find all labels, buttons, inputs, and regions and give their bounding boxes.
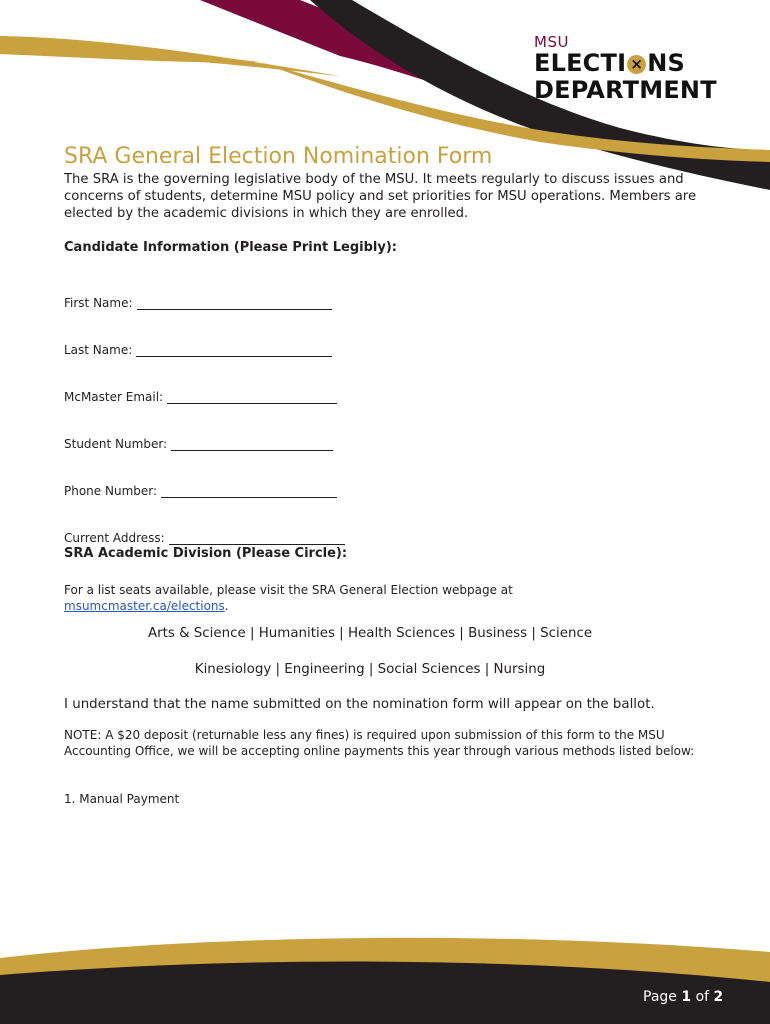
logo-elections-text xyxy=(534,50,717,77)
divisions-row-2: Kinesiology | Engineering | Social Sciences | Nursing xyxy=(194,662,546,677)
first-name-label: First Name: xyxy=(64,296,133,310)
deposit-note: NOTE: A $20 deposit (returnable less any fines) is required upon submission of this form to the MSU Accounting Office, we will be accepting online payments this year through various methods listed below: xyxy=(64,728,695,758)
last-name-field xyxy=(64,343,332,357)
candidate-info-heading: Candidate Information (Please Print Legibly): xyxy=(64,240,397,255)
ballot-x-icon: × xyxy=(627,55,646,74)
logo-elections-part-b: NS xyxy=(647,49,685,77)
email-line[interactable] xyxy=(167,391,337,404)
email-label: McMaster Email: xyxy=(64,390,164,404)
first-name-field xyxy=(64,296,332,310)
page-prefix: Page xyxy=(643,989,677,1005)
seats-info xyxy=(64,582,624,614)
ballot-acknowledgement: I understand that the name submitted on the nomination form will appear on the ballot. xyxy=(64,697,655,712)
page-number xyxy=(643,989,723,1005)
page-title: SRA General Election Nomination Form xyxy=(64,144,493,169)
last-name-label: Last Name: xyxy=(64,343,133,357)
page-current: 1 xyxy=(681,989,692,1005)
phone-number-field xyxy=(64,484,337,498)
student-number-field xyxy=(64,437,333,451)
intro-paragraph: The SRA is the governing legislative body of the MSU. It meets regularly to discuss issues and concerns of students, determine MSU policy and set priorities for MSU operations. Members are elected by the academic divisions in which they are enrolled. xyxy=(64,172,697,221)
student-number-label: Student Number: xyxy=(64,437,168,451)
seats-period: . xyxy=(224,599,229,613)
divisions-row-1: Arts & Science | Humanities | Health Sciences | Business | Science xyxy=(147,626,593,641)
last-name-line[interactable] xyxy=(136,344,332,357)
logo-msu-text: MSU xyxy=(534,33,569,51)
logo-department-text: DEPARTMENT xyxy=(534,76,717,104)
manual-payment-item: 1. Manual Payment xyxy=(64,792,180,806)
current-address-field xyxy=(64,531,345,545)
current-address-line[interactable] xyxy=(169,532,345,545)
elections-webpage-link[interactable]: msumcmaster.ca/elections xyxy=(64,599,225,613)
phone-number-label: Phone Number: xyxy=(64,484,158,498)
student-number-line[interactable] xyxy=(171,438,333,451)
email-field xyxy=(64,390,337,404)
academic-division-heading: SRA Academic Division (Please Circle): xyxy=(64,546,348,561)
page-of: of xyxy=(695,989,710,1005)
first-name-line[interactable] xyxy=(137,297,332,310)
msu-elections-logo xyxy=(534,34,717,104)
page-total: 2 xyxy=(713,989,724,1005)
current-address-label: Current Address: xyxy=(64,531,165,545)
logo-elections-part-a: ELECTI xyxy=(534,49,627,77)
phone-number-line[interactable] xyxy=(161,485,337,498)
seats-text: For a list seats available, please visit the SRA General Election webpage at xyxy=(64,583,513,597)
